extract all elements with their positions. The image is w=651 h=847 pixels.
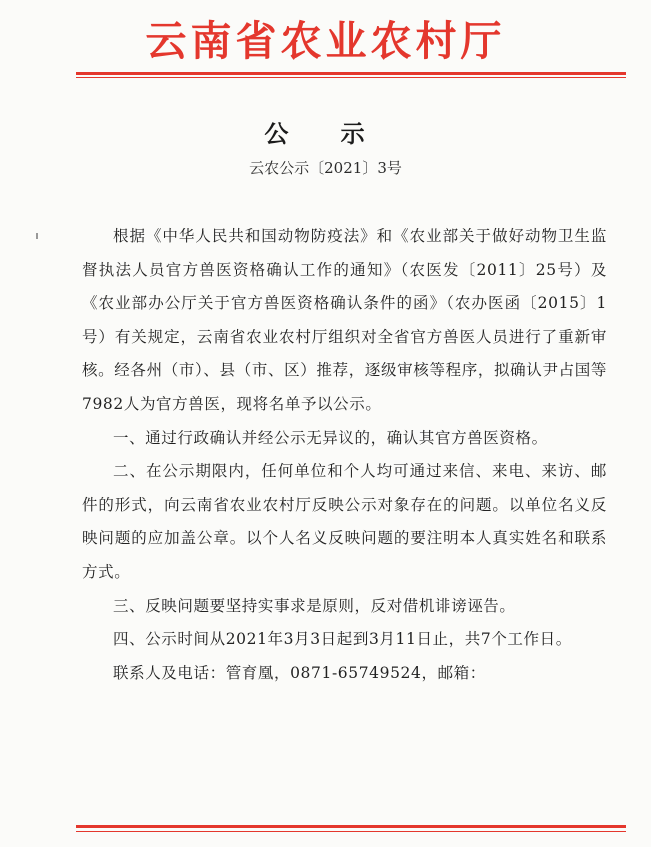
notice-title: 公 示 [264,119,387,148]
letterhead-rule [76,72,626,75]
footer-rule [76,825,626,828]
paragraph-item-2: 二、在公示期限内，任何单位和个人均可通过来信、来电、来访、邮件的形式，向云南省农业农村厅反映公示对象存在的问题。以单位名义反映问题的应加盖公章。以个人名义反映问题的要注明本人真实姓名和联系方式。 [82,462,607,581]
document-number: 云农公示〔2021〕3号 [249,159,402,177]
paragraph-item-1: 一、通过行政确认并经公示无异议的，确认其官方兽医资格。 [113,428,548,447]
footer-rule-thin [76,831,626,832]
paragraph-item-4: 四、公示时间从2021年3月3日起到3月11日止，共7个工作日。 [113,630,572,649]
letterhead: 云南省农业农村厅 [145,17,506,65]
letterhead-rule-thin [76,77,626,78]
paragraph-contact: 联系人及电话：管育凰，0871-65749524，邮箱： [113,663,486,682]
notice-body [82,220,607,690]
scan-mark [36,233,38,239]
paragraph-intro: 根据《中华人民共和国动物防疫法》和《农业部关于做好动物卫生监督执法人员官方兽医资格确认工作的通知》（农医发〔2011〕25号）及《农业部办公厅关于官方兽医资格确认条件的函》（农办医函〔2015〕1号）有关规定，云南省农业农村厅组织对全省官方兽医人员进行了重新审核。经各州（市）、县（市、区）推荐，逐级审核等程序，拟确认尹占国等7982人为官方兽医，现将名单予以公示。 [82,227,607,413]
paragraph-item-3: 三、反映问题要坚持实事求是原则，反对借机诽谤诬告。 [113,596,516,615]
